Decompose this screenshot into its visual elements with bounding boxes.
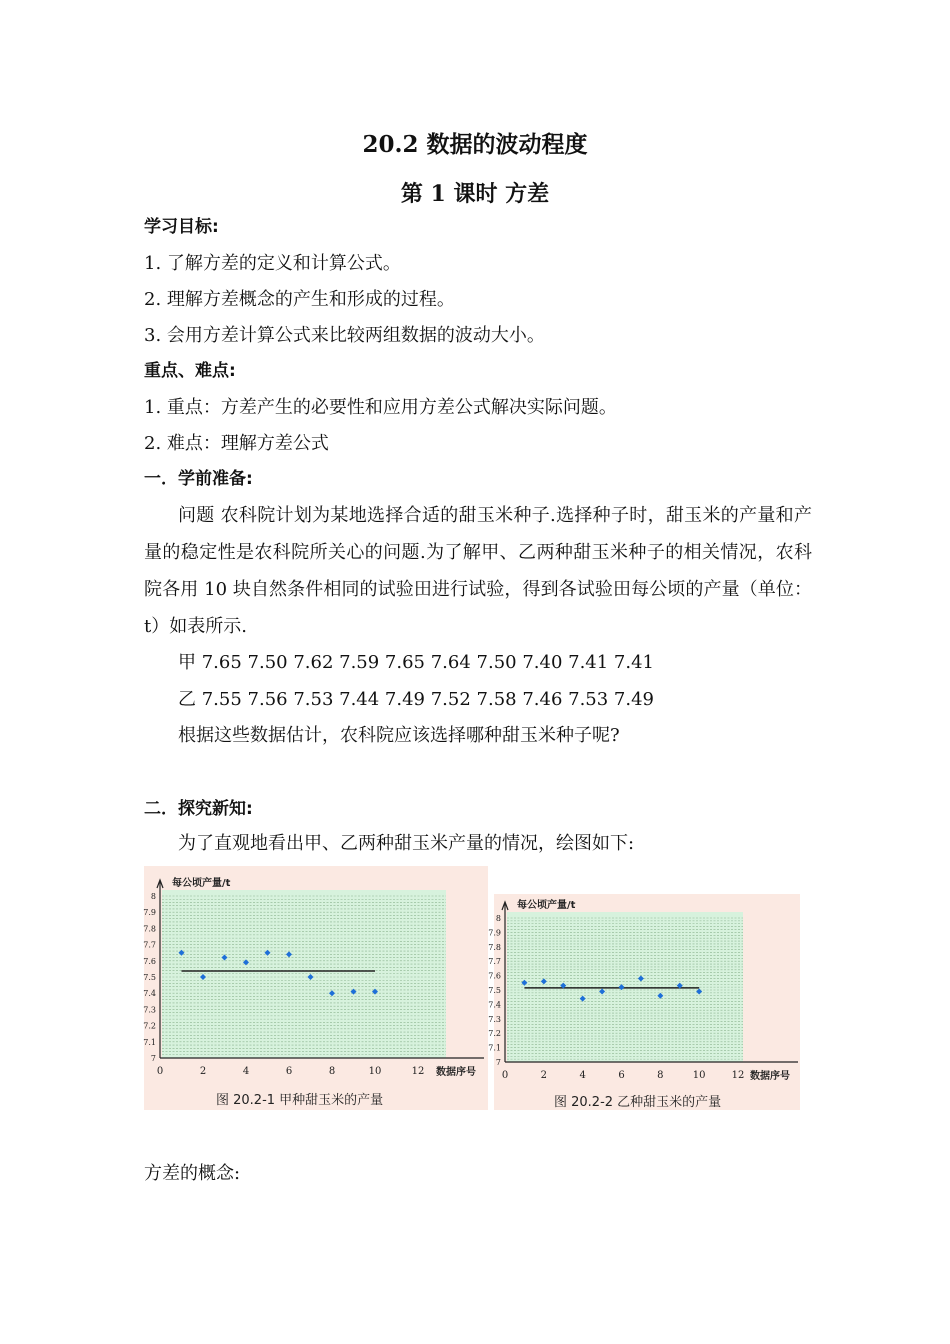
chart-b-y-tick-label: 8	[495, 914, 501, 923]
section1-heading: 一．学前准备:	[144, 469, 253, 489]
objective-item-1: 1. 了解方差的定义和计算公式。	[144, 253, 401, 274]
objective-item-3: 3. 会用方差计算公式来比较两组数据的波动大小。	[144, 325, 545, 346]
chart-b-x-tick-label: 0	[501, 1070, 509, 1081]
chart-b-x-tick-label: 6	[618, 1070, 625, 1081]
chart-b-y-tick-label: 7.8	[488, 942, 501, 952]
chart-a-svg	[144, 866, 488, 1110]
chart-b-x-tick-label: 2	[540, 1070, 548, 1081]
chart-a-x-tick-label: 4	[242, 1066, 250, 1077]
chart-a-x-tick-label: 6	[285, 1066, 293, 1077]
chart-b-y-tick-label: 7	[495, 1058, 501, 1067]
chart-a-y-axis-label: 每公顷产量/t	[172, 878, 231, 889]
chart-a-x-tick-label: 10	[368, 1066, 382, 1077]
section2-heading: 二．探究新知:	[144, 799, 253, 819]
chart-b-y-tick-label: 7.4	[488, 1000, 501, 1010]
chart-b-x-axis-label: 数据序号	[750, 1071, 790, 1082]
chart-b-svg	[488, 894, 800, 1110]
data-row-b: 乙 7.55 7.56 7.53 7.44 7.49 7.52 7.58 7.46 7.53 7.49	[178, 689, 654, 710]
chart-b-caption: 图 20.2-2 乙种甜玉米的产量	[554, 1095, 722, 1110]
chart-a-y-tick-label: 8	[150, 892, 156, 901]
lesson-subtitle: 第 1 课时 方差	[400, 181, 550, 207]
keypoint-item-1: 1. 重点：方差产生的必要性和应用方差公式解决实际问题。	[144, 397, 617, 418]
chart-a-x-axis-label: 数据序号	[436, 1067, 476, 1078]
keypoint-item-2: 2. 难点：理解方差公式	[144, 433, 329, 454]
chart-a-y-tick-label: 7	[150, 1054, 156, 1063]
page-title: 20.2 数据的波动程度	[362, 131, 588, 158]
chart-a-x-tick-label: 0	[156, 1066, 164, 1077]
objectives-heading: 学习目标:	[144, 217, 219, 237]
chart-a-y-tick-label: 7.1	[143, 1037, 156, 1047]
chart-a-x-tick-label: 2	[199, 1066, 207, 1077]
chart-b-y-axis-label: 每公顷产量/t	[517, 900, 576, 911]
chart-b-y-tick-label: 7.9	[488, 928, 501, 938]
section2-intro: 为了直观地看出甲、乙两种甜玉米产量的情况，绘图如下:	[178, 833, 635, 854]
chart-a-y-tick-label: 7.5	[143, 973, 156, 982]
chart-a-y-tick-label: 7.4	[143, 989, 156, 999]
keypoints-heading: 重点、难点:	[144, 361, 236, 381]
problem-paragraph: 问题 农科院计划为某地选择合适的甜玉米种子.选择种子时，甜玉米的产量和产量的稳定性是农科院所关心的问题.为了解甲、乙两种甜玉米种子的相关情况，农科院各用 10 块自然条件相同的试验田进行试验，得到各试验田每公顷的产量（单位：t）如表所示.	[144, 505, 812, 637]
data-row-a: 甲 7.65 7.50 7.62 7.59 7.65 7.64 7.50 7.40 7.41 7.41	[178, 652, 654, 673]
chart-b-x-tick-label: 12	[731, 1070, 745, 1081]
figure-b	[488, 894, 800, 1110]
chart-a-x-tick-label: 8	[328, 1066, 336, 1077]
chart-b-y-tick-label: 7.5	[488, 986, 501, 995]
chart-a-caption: 图 20.2-1 甲种甜玉米的产量	[216, 1093, 384, 1108]
chart-b-y-tick-label: 7.6	[488, 971, 501, 981]
chart-a-y-tick-label: 7.6	[143, 956, 156, 966]
figure-a	[144, 866, 488, 1110]
chart-a-x-tick-label: 12	[411, 1066, 425, 1077]
chart-b-y-tick-label: 7.3	[488, 1014, 501, 1024]
chart-a-y-tick-label: 7.3	[143, 1005, 156, 1015]
chart-b-y-tick-label: 7.7	[488, 957, 501, 967]
chart-a-y-tick-label: 7.7	[143, 940, 156, 950]
question-text: 根据这些数据估计，农科院应该选择哪种甜玉米种子呢?	[178, 725, 620, 746]
objective-item-2: 2. 理解方差概念的产生和形成的过程。	[144, 289, 455, 310]
variance-concept-label: 方差的概念:	[144, 1163, 241, 1184]
chart-b-x-tick-label: 10	[692, 1070, 706, 1081]
chart-a-y-tick-label: 7.8	[143, 924, 156, 934]
chart-b-x-tick-label: 8	[657, 1070, 664, 1081]
chart-b-y-tick-label: 7.1	[488, 1043, 501, 1053]
chart-b-y-tick-label: 7.2	[488, 1029, 501, 1039]
chart-a-y-tick-label: 7.9	[143, 908, 156, 918]
chart-b-x-tick-label: 4	[579, 1070, 586, 1081]
chart-a-y-tick-label: 7.2	[143, 1021, 156, 1031]
